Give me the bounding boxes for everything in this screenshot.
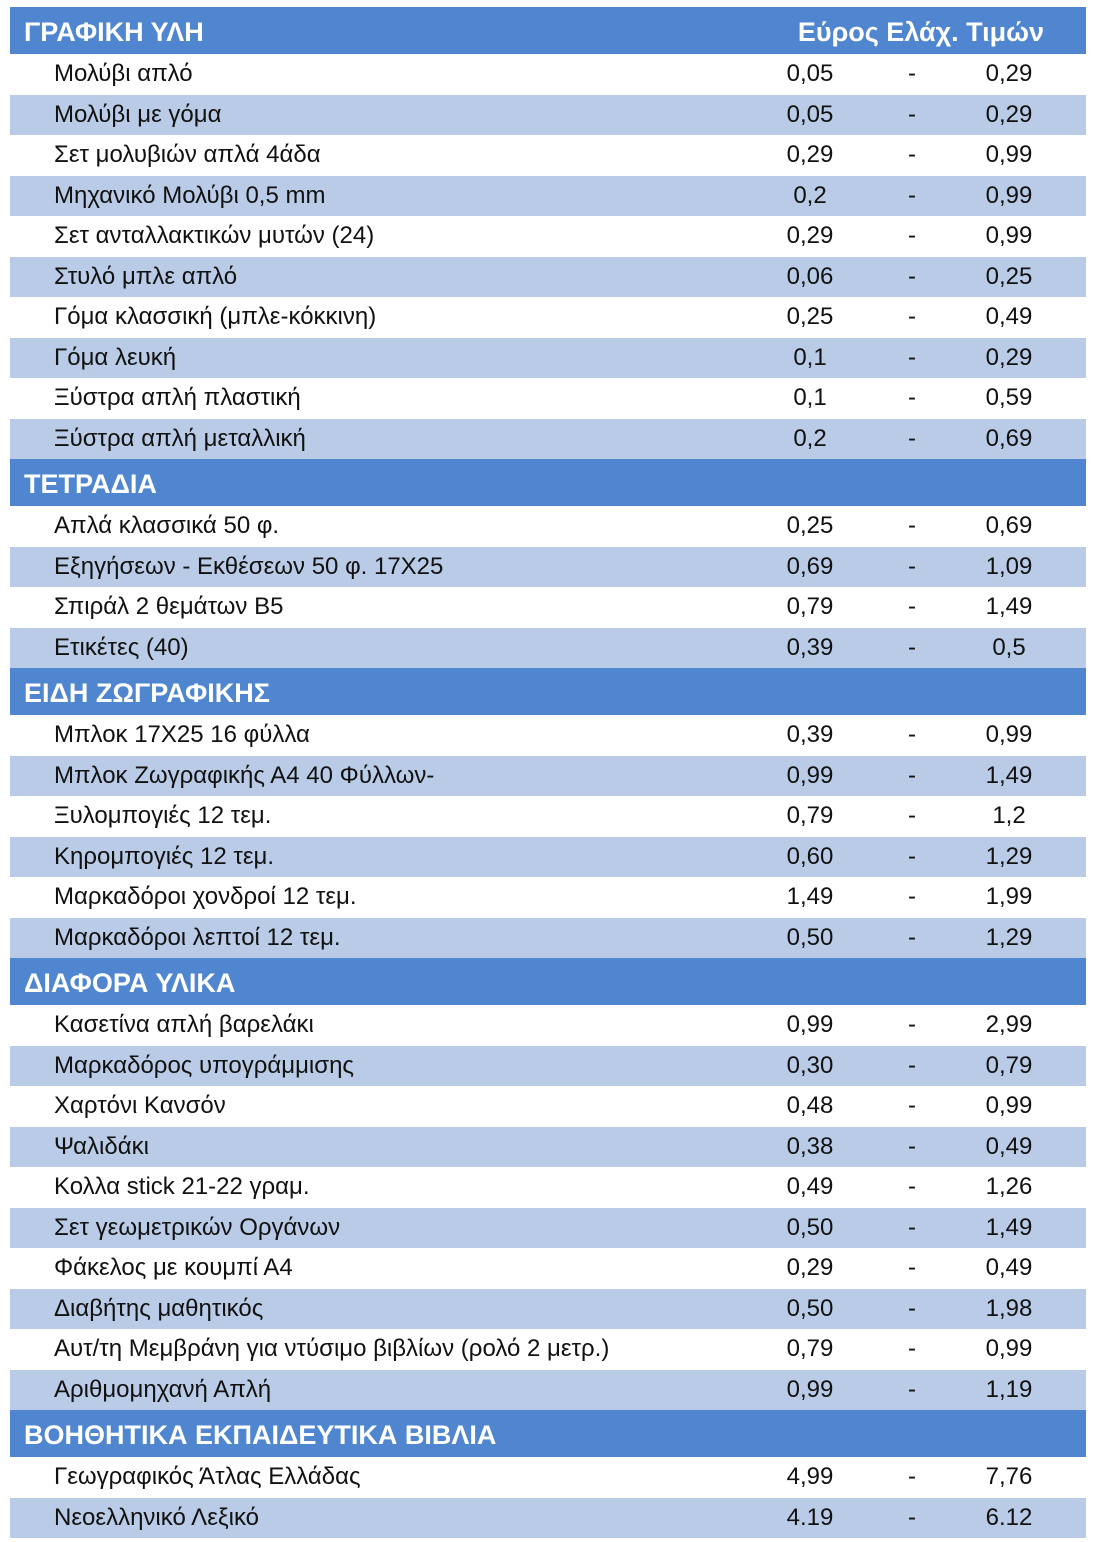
range-dash: - — [908, 633, 916, 661]
table-row — [10, 1248, 1086, 1289]
price-min: 0,05 — [786, 60, 834, 87]
range-dash: - — [908, 1051, 916, 1079]
range-dash: - — [908, 1132, 916, 1160]
price-max: 0,29 — [985, 100, 1033, 128]
item-name: Μαρκαδόροι χονδροί 12 τεμ. — [54, 883, 357, 910]
price-max: 0,49 — [985, 1132, 1033, 1160]
range-dash: - — [908, 721, 916, 748]
item-name: Μπλοκ Ζωγραφικής Α4 40 Φύλλων- — [54, 761, 435, 789]
price-max: 1,19 — [985, 1375, 1033, 1403]
table-row — [10, 877, 1086, 918]
item-name: Ξύστρα απλή μεταλλική — [54, 424, 306, 452]
table-row — [10, 506, 1086, 547]
table-row — [10, 378, 1086, 419]
table-row — [10, 1086, 1086, 1127]
price-min: 0,29 — [786, 222, 834, 249]
range-dash: - — [908, 262, 916, 290]
range-dash: - — [908, 384, 916, 411]
section-title: ΒΟΗΘΗΤΙΚΑ ΕΚΠΑΙΔΕΥΤΙΚΑ ΒΙΒΛΙΑ — [24, 1420, 497, 1450]
price-min: 0,60 — [786, 842, 834, 870]
price-min: 0,49 — [786, 1173, 834, 1200]
table-row — [10, 837, 1086, 878]
table-row — [10, 54, 1086, 95]
item-name: Φάκελος με κουμπί Α4 — [54, 1254, 293, 1281]
price-min: 0,1 — [793, 343, 827, 371]
price-max: 0,99 — [985, 1092, 1033, 1119]
section-title: ΓΡΑΦΙΚΗ ΥΛΗ — [24, 17, 204, 47]
price-min: 0,25 — [786, 303, 834, 330]
range-dash: - — [908, 512, 916, 539]
price-max: 1,09 — [985, 552, 1033, 580]
table-row — [10, 419, 1086, 460]
section-header — [10, 1410, 1086, 1457]
range-dash: - — [908, 802, 916, 829]
range-dash: - — [908, 761, 916, 789]
price-min: 0,29 — [786, 141, 834, 168]
table-row — [10, 547, 1086, 588]
price-max: 7,76 — [985, 1463, 1033, 1490]
table-row — [10, 257, 1086, 298]
item-name: Κασετίνα απλή βαρελάκι — [54, 1011, 314, 1038]
price-max: 1,26 — [985, 1173, 1033, 1200]
price-max: 1,98 — [985, 1294, 1033, 1322]
price-max: 2,99 — [985, 1011, 1033, 1038]
item-name: Μολύβι με γόμα — [54, 100, 222, 128]
range-dash: - — [908, 1092, 916, 1119]
price-min: 0,25 — [786, 512, 834, 539]
price-max: 0,99 — [985, 181, 1033, 209]
range-dash: - — [908, 593, 916, 620]
price-min: 0,2 — [793, 181, 827, 209]
item-name: Μαρκαδόρος υπογράμμισης — [54, 1051, 354, 1079]
price-min: 1,49 — [786, 883, 834, 910]
price-max: 0,59 — [985, 384, 1033, 411]
item-name: Εξηγήσεων - Εκθέσεων 50 φ. 17Χ25 — [54, 552, 444, 580]
section-header — [10, 668, 1086, 715]
price-min: 0,38 — [786, 1132, 834, 1160]
table-row — [10, 1005, 1086, 1046]
range-dash: - — [908, 1213, 916, 1241]
section-header — [10, 958, 1086, 1005]
item-name: Απλά κλασσικά 50 φ. — [54, 512, 280, 539]
price-min: 0,05 — [786, 100, 834, 128]
price-max: 0,49 — [985, 303, 1033, 330]
item-name: Στυλό μπλε απλό — [54, 262, 238, 290]
price-min: 0,50 — [786, 1294, 834, 1322]
range-dash: - — [908, 141, 916, 168]
item-name: Μαρκαδόροι λεπτοί 12 τεμ. — [54, 923, 341, 951]
price-min: 0,50 — [786, 1213, 834, 1241]
item-name: Σετ γεωμετρικών Οργάνων — [54, 1213, 341, 1241]
price-min: 0,79 — [786, 593, 834, 620]
table-row — [10, 1046, 1086, 1087]
price-min: 0,79 — [786, 1335, 834, 1362]
table-row — [10, 756, 1086, 797]
table-row — [10, 1208, 1086, 1249]
price-max: 1,29 — [985, 842, 1033, 870]
section-title: ΤΕΤΡΑΔΙΑ — [24, 469, 157, 499]
item-name: Κηρομπογιές 12 τεμ. — [54, 842, 275, 870]
item-name: Σετ μολυβιών απλά 4άδα — [54, 141, 321, 168]
range-dash: - — [908, 1011, 916, 1038]
price-min: 0,48 — [786, 1092, 834, 1119]
table-row — [10, 1457, 1086, 1498]
range-dash: - — [908, 1294, 916, 1322]
range-dash: - — [908, 1254, 916, 1281]
item-name: Ξυλομπογιές 12 τεμ. — [54, 802, 272, 829]
table-row — [10, 297, 1086, 338]
table-row — [10, 1289, 1086, 1330]
section-title: ΔΙΑΦΟΡΑ ΥΛΙΚΑ — [24, 968, 236, 998]
price-min: 0,30 — [786, 1051, 834, 1079]
item-name: Ξύστρα απλή πλαστική — [54, 384, 301, 411]
table-row — [10, 216, 1086, 257]
price-max: 0,79 — [985, 1051, 1033, 1079]
item-name: Ετικέτες (40) — [54, 633, 189, 661]
table-row — [10, 338, 1086, 379]
section-title: ΕΙΔΗ ΖΩΓΡΑΦΙΚΗΣ — [24, 678, 270, 708]
range-dash: - — [908, 1335, 916, 1362]
price-max: 0,99 — [985, 222, 1033, 249]
section-header — [10, 459, 1086, 506]
range-dash: - — [908, 1173, 916, 1200]
table-row — [10, 1127, 1086, 1168]
range-dash: - — [908, 343, 916, 371]
price-min: 0,39 — [786, 721, 834, 748]
item-name: Αυτ/τη Μεμβράνη για ντύσιμο βιβλίων (ρολό 2 μετρ.) — [54, 1335, 610, 1362]
price-min: 0,99 — [786, 761, 834, 789]
price-min: 0,99 — [786, 1011, 834, 1038]
item-name: Μολύβι απλό — [54, 60, 193, 87]
item-name: Νεοελληνικό Λεξικό — [54, 1503, 260, 1531]
item-name: Αριθμομηχανή Απλή — [54, 1375, 272, 1403]
price-min: 0,06 — [786, 262, 834, 290]
item-name: Μπλοκ 17Χ25 16 φύλλα — [54, 721, 310, 748]
range-dash: - — [908, 303, 916, 330]
item-name: Γόμα λευκή — [54, 343, 177, 371]
price-max: 0,99 — [985, 1335, 1033, 1362]
price-max: 0,99 — [985, 141, 1033, 168]
price-min: 4,99 — [786, 1463, 834, 1490]
price-min: 0,99 — [786, 1375, 834, 1403]
table-row — [10, 1370, 1086, 1411]
range-dash: - — [908, 883, 916, 910]
table-row — [10, 176, 1086, 217]
price-table — [10, 7, 1086, 1538]
price-max: 1,99 — [985, 883, 1033, 910]
price-max: 1,29 — [985, 923, 1033, 951]
table-row — [10, 1329, 1086, 1370]
table-row — [10, 715, 1086, 756]
table-row — [10, 1167, 1086, 1208]
table-row — [10, 918, 1086, 959]
price-range-header: Εύρος Ελάχ. Τιμών — [797, 17, 1044, 47]
price-max: 0,69 — [985, 424, 1033, 452]
range-dash: - — [908, 1463, 916, 1490]
range-dash: - — [908, 60, 916, 87]
range-dash: - — [908, 100, 916, 128]
price-max: 0,29 — [985, 343, 1033, 371]
price-min: 4.19 — [786, 1503, 834, 1531]
range-dash: - — [908, 552, 916, 580]
table-row — [10, 628, 1086, 669]
item-name: Διαβήτης μαθητικός — [54, 1294, 264, 1322]
item-name: Χαρτόνι Κανσόν — [54, 1092, 226, 1119]
price-max: 0,5 — [992, 633, 1026, 661]
item-name: Κολλα stick 21-22 γραμ. — [54, 1173, 310, 1200]
table-row — [10, 135, 1086, 176]
range-dash: - — [908, 1375, 916, 1403]
range-dash: - — [908, 842, 916, 870]
item-name: Μηχανικό Μολύβι 0,5 mm — [54, 181, 326, 209]
price-max: 0,29 — [985, 60, 1033, 87]
price-min: 0,69 — [786, 552, 834, 580]
range-dash: - — [908, 1503, 916, 1531]
price-min: 0,2 — [793, 424, 827, 452]
item-name: Σπιράλ 2 θεμάτων Β5 — [54, 593, 284, 620]
price-max: 0,25 — [985, 262, 1033, 290]
price-min: 0,29 — [786, 1254, 834, 1281]
range-dash: - — [908, 222, 916, 249]
price-max: 1,49 — [985, 761, 1033, 789]
table-row — [10, 95, 1086, 136]
price-min: 0,39 — [786, 633, 834, 661]
item-name: Ψαλιδάκι — [54, 1132, 149, 1160]
range-dash: - — [908, 424, 916, 452]
price-max: 6.12 — [985, 1503, 1033, 1531]
item-name: Σετ ανταλλακτικών μυτών (24) — [54, 222, 375, 249]
price-min: 0,1 — [793, 384, 827, 411]
item-name: Γεωγραφικός Άτλας Ελλάδας — [54, 1463, 361, 1490]
price-max: 0,99 — [985, 721, 1033, 748]
price-max: 0,69 — [985, 512, 1033, 539]
range-dash: - — [908, 181, 916, 209]
item-name: Γόμα κλασσική (μπλε-κόκκινη) — [54, 303, 377, 330]
price-min: 0,79 — [786, 802, 834, 829]
table-row — [10, 1498, 1086, 1539]
table-row — [10, 796, 1086, 837]
table-row — [10, 587, 1086, 628]
section-header — [10, 7, 1086, 54]
price-max: 1,2 — [992, 802, 1026, 829]
range-dash: - — [908, 923, 916, 951]
price-max: 0,49 — [985, 1254, 1033, 1281]
price-max: 1,49 — [985, 1213, 1033, 1241]
price-min: 0,50 — [786, 923, 834, 951]
price-max: 1,49 — [985, 593, 1033, 620]
